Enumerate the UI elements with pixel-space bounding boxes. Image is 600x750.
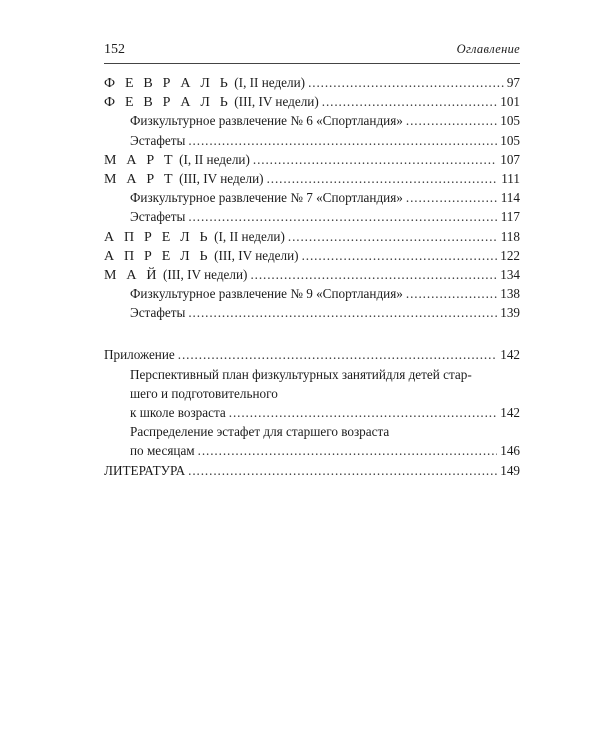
dot-leader (188, 303, 497, 322)
toc-entry-page: 117 (500, 209, 520, 225)
toc-subentry-line: шего и подготовительного (130, 385, 278, 401)
dot-leader (308, 73, 504, 92)
toc-entry-weeks: (III, IV недели) (230, 94, 319, 110)
toc-subentry[interactable] (104, 284, 520, 303)
toc-subentry-title: Физкультурное развлечение № 7 «Спортландия» (130, 190, 403, 206)
toc-entry-month: А П Р Е Л Ь (104, 248, 211, 264)
toc-subentry-plan[interactable] (104, 365, 520, 423)
toc-subentry-title: Эстафеты (130, 209, 186, 225)
toc-entry-page: 105 (500, 113, 520, 129)
toc-entry[interactable] (104, 227, 520, 246)
toc-entry-appendix[interactable] (104, 345, 520, 364)
table-of-contents (104, 73, 520, 480)
toc-entry-page: 134 (500, 266, 520, 282)
toc-entry[interactable] (104, 246, 520, 265)
toc-subentry[interactable] (104, 188, 520, 207)
dot-leader (198, 441, 498, 460)
toc-entry[interactable] (104, 265, 520, 284)
toc-subentry[interactable] (104, 111, 520, 130)
header-rule (104, 63, 520, 64)
dot-leader (188, 461, 497, 480)
toc-entry-month: Ф Е В Р А Л Ь (104, 95, 231, 111)
dot-leader (288, 227, 498, 246)
toc-subentry-line: по месяцам (130, 443, 195, 459)
toc-entry-weeks: (III, IV недели) (175, 170, 264, 186)
toc-entry-weeks: (III, IV недели) (210, 247, 299, 263)
toc-entry-page: 138 (500, 286, 520, 302)
dot-leader (406, 188, 498, 207)
toc-entry[interactable] (104, 73, 520, 92)
toc-appendix-block (104, 345, 520, 479)
toc-entry-title: Приложение (104, 347, 175, 363)
toc-entry-weeks: (III, IV недели) (159, 266, 248, 282)
toc-entry[interactable] (104, 150, 520, 169)
toc-entry-page: 118 (500, 228, 520, 244)
toc-entry[interactable] (104, 92, 520, 111)
toc-months-block (104, 73, 520, 322)
toc-entry-month: М А Р Т (104, 171, 176, 187)
dot-leader (406, 111, 497, 130)
toc-subentry-title: Физкультурное развлечение № 6 «Спортландия» (130, 113, 403, 129)
toc-entry-month: Ф Е В Р А Л Ь (104, 76, 231, 91)
toc-entry-page: 114 (500, 190, 520, 206)
toc-subentry-relays[interactable] (104, 422, 520, 460)
toc-entry-page: 122 (500, 247, 520, 263)
toc-entry-page: 107 (500, 151, 520, 167)
toc-subentry-title: Эстафеты (130, 305, 186, 321)
toc-entry-weeks: (I, II недели) (230, 75, 306, 90)
toc-entry-month: А П Р Е Л Ь (104, 229, 211, 245)
toc-entry-page: 111 (501, 170, 520, 186)
dot-leader (322, 92, 497, 111)
toc-entry-month: М А Р Т (104, 152, 176, 168)
dot-leader (229, 403, 497, 422)
dot-leader (253, 150, 497, 169)
toc-entry-page: 101 (500, 94, 520, 110)
toc-entry-page: 105 (500, 132, 520, 148)
toc-subentry-title: Эстафеты (130, 132, 186, 148)
toc-entry-weeks: (I, II недели) (175, 151, 250, 167)
toc-entry-page: 139 (500, 305, 520, 321)
toc-entry-page: 142 (500, 405, 520, 421)
dot-leader (250, 265, 497, 284)
toc-entry-page: 149 (500, 462, 520, 478)
toc-entry-page: 142 (500, 347, 520, 363)
dot-leader (188, 207, 497, 226)
dot-leader (406, 284, 497, 303)
page-number: 152 (104, 42, 125, 57)
dot-leader (188, 131, 497, 150)
toc-entry-literature[interactable] (104, 461, 520, 480)
toc-subentry-line: к школе возраста (130, 405, 226, 421)
toc-subentry[interactable] (104, 303, 520, 322)
toc-subentry[interactable] (104, 207, 520, 226)
toc-subentry-line: Распределение эстафет для старшего возраста (130, 424, 390, 440)
toc-subentry-title: Физкультурное развлечение № 9 «Спортландия» (130, 286, 403, 302)
running-title: Оглавление (456, 42, 520, 56)
toc-entry-weeks: (I, II недели) (210, 228, 285, 244)
toc-entry-month: М А Й (104, 267, 160, 283)
dot-leader (267, 169, 499, 188)
toc-subentry-line: Перспективный план физкультурных занятийдля детей стар- (130, 366, 472, 382)
dot-leader (178, 345, 497, 364)
toc-entry[interactable] (104, 169, 520, 188)
toc-entry-page: 146 (500, 443, 520, 459)
dot-leader (302, 246, 498, 265)
toc-entry-page: 97 (506, 75, 520, 90)
toc-subentry[interactable] (104, 131, 520, 150)
toc-entry-title: ЛИТЕРАТУРА (104, 462, 186, 478)
